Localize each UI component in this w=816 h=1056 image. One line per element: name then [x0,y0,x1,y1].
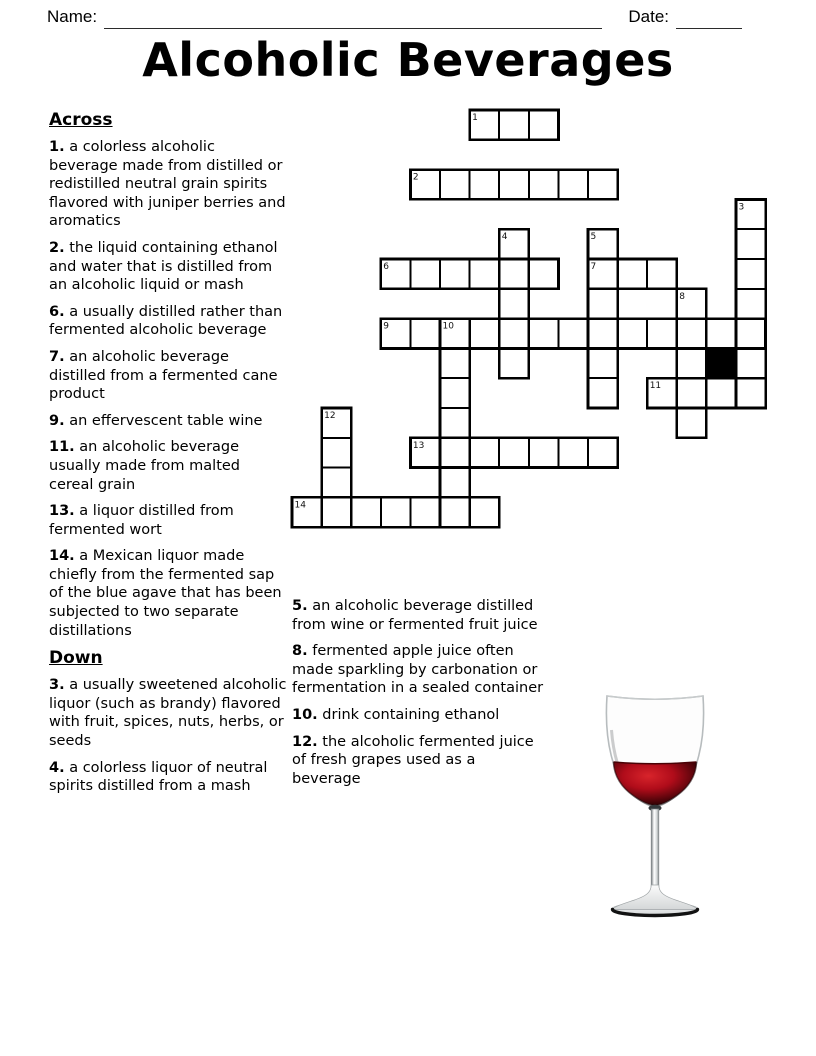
grid-cell [618,259,648,289]
name-label: Name: [47,7,98,26]
down-clues-left [49,676,287,796]
grid-number: 12 [324,411,336,421]
grid-cell [410,319,440,349]
clue-item [49,547,287,640]
clue-text: a colorless alcoholic beverage made from distilled or redistilled neutral grain spirits flavored with juniper berries and aromatics [49,139,286,230]
clue-text: an effervescent table wine [64,412,263,429]
clue-text: a usually sweetened alcoholic liquor (such as brandy) flavored with fruit, spices, nuts, herbs, or seeds [49,677,287,750]
grid-cell [706,378,736,408]
grid-cell [677,348,707,378]
clue-item [292,597,544,634]
grid-cell [470,170,500,200]
worksheet-header [47,6,742,29]
grid-cell [677,408,707,438]
crossword-grid [290,108,768,530]
grid-cell [470,259,500,289]
clue-item [49,502,287,539]
clue-item [49,303,287,340]
clue-number: 1. [49,139,65,155]
clue-number: 3. [49,677,65,694]
grid-cell [440,438,470,468]
clue-item [49,138,287,231]
grid-cell [588,378,618,408]
grid-cell [588,170,618,200]
clue-text: drink containing ethanol [317,706,500,723]
grid-cell [351,497,381,527]
grid-cell [736,319,766,349]
clue-item [49,676,287,750]
grid-cell [440,408,470,438]
grid-cell [440,170,470,200]
grid-number: 7 [590,262,597,272]
grid-cell [736,348,766,378]
grid-cell [558,170,588,200]
grid-cell [499,110,529,140]
grid-number: 6 [383,262,390,272]
clue-text: a colorless liquor of neutral spirits distilled from a mash [49,759,268,795]
grid-number: 11 [649,381,662,392]
grid-cell [499,319,529,349]
page-title: Alcoholic Beverages [142,33,674,87]
grid-cell [410,259,440,289]
grid-cell [529,438,559,468]
grid-cell [440,348,470,378]
clue-item [49,239,287,295]
clue-item [292,642,544,698]
grid-cell [677,378,707,408]
grid-black-cell [706,348,736,378]
grid-cell [470,319,500,349]
clue-item [49,412,287,431]
grid-cell [529,110,559,140]
down-clues-middle [292,597,544,788]
grid-number: 10 [442,321,454,332]
clue-number: 10. [292,706,318,723]
grid-cell [677,319,707,349]
grid-cell [588,348,618,378]
grid-cell [558,319,588,349]
grid-number: 13 [412,440,425,451]
grid-cell [558,438,588,468]
clue-item [292,706,544,725]
clue-number: 8. [292,643,308,660]
clues-left-column [49,110,287,804]
grid-number: 3 [738,202,745,213]
grid-cell [529,259,559,289]
clue-text: an alcoholic beverage usually made from malted cereal grain [49,439,241,493]
clue-item [49,759,287,796]
grid-cell [499,438,529,468]
grid-cell [618,319,648,349]
grid-cell [647,259,677,289]
grid-number: 5 [590,232,597,243]
clue-text: the liquid containing ethanol and water that is distilled from an alcoholic liquid or mash [49,239,278,294]
grid-cell [499,170,529,200]
grid-cell [499,289,529,319]
name-blank-line [104,8,602,29]
clue-number: 4. [49,759,65,776]
grid-cell [736,289,766,319]
wine-fill [614,762,697,805]
across-heading: Across [49,110,113,130]
grid-cell [588,289,618,319]
grid-cell [322,438,352,468]
clue-number: 13. [49,503,75,520]
grid-cell [736,378,766,408]
grid-cell [322,468,352,498]
grid-cell [381,497,411,527]
grid-cell [440,497,470,527]
date-label: Date: [628,7,669,26]
clue-text: a Mexican liquor made chiefly from the fermented sap of the blue agave that has been subjected to two separate distillations [49,548,282,639]
clue-number: 12. [292,733,318,750]
grid-cell [529,170,559,200]
grid-cell [499,348,529,378]
foot-flare [613,885,697,910]
grid-number: 8 [679,291,686,302]
clue-text: a liquor distilled from fermented wort [49,503,234,538]
down-heading: Down [49,648,103,669]
grid-number: 2 [412,172,419,183]
grid-cell [410,497,440,527]
grid-cell [588,319,618,349]
grid-cell [588,438,618,468]
clue-item [49,348,287,404]
grid-number: 1 [472,113,478,123]
clue-item [292,733,544,789]
clue-text: an alcoholic beverage distilled from wine or fermented fruit juice [292,598,538,633]
grid-cell [440,378,470,408]
clue-item [49,438,287,494]
date-blank-line [676,8,742,29]
glass-stem [651,809,659,887]
grid-cell [529,319,559,349]
grid-cell [499,259,529,289]
clue-text: the alcoholic fermented juice of fresh grapes used as a beverage [292,733,534,787]
clue-number: 7. [49,348,65,365]
grid-cell [470,497,500,527]
grid-cell [736,229,766,259]
clue-number: 14. [49,548,75,565]
clue-number: 11. [49,439,75,456]
grid-cell [706,319,736,349]
grid-cell [440,259,470,289]
clue-number: 2. [49,239,65,256]
clue-number: 6. [49,303,65,320]
grid-number: 14 [294,500,306,511]
across-clues [49,138,287,640]
clue-number: 9. [49,412,65,429]
grid-cell [470,438,500,468]
grid-number: 9 [383,321,390,332]
grid-cell [647,319,677,349]
clue-number: 5. [292,598,308,614]
grid-cell [322,497,352,527]
red-wine-glass-illustration [599,690,711,924]
clue-text: a usually distilled rather than fermented alcoholic beverage [49,303,283,339]
clue-text: an alcoholic beverage distilled from a fermented cane product [49,348,278,403]
grid-number: 4 [501,232,508,243]
grid-cell [440,468,470,498]
clues-middle-column [292,597,544,796]
grid-cell [736,259,766,289]
clue-text: fermented apple juice often made sparkling by carbonation or fermentation in a sealed container [292,643,544,697]
